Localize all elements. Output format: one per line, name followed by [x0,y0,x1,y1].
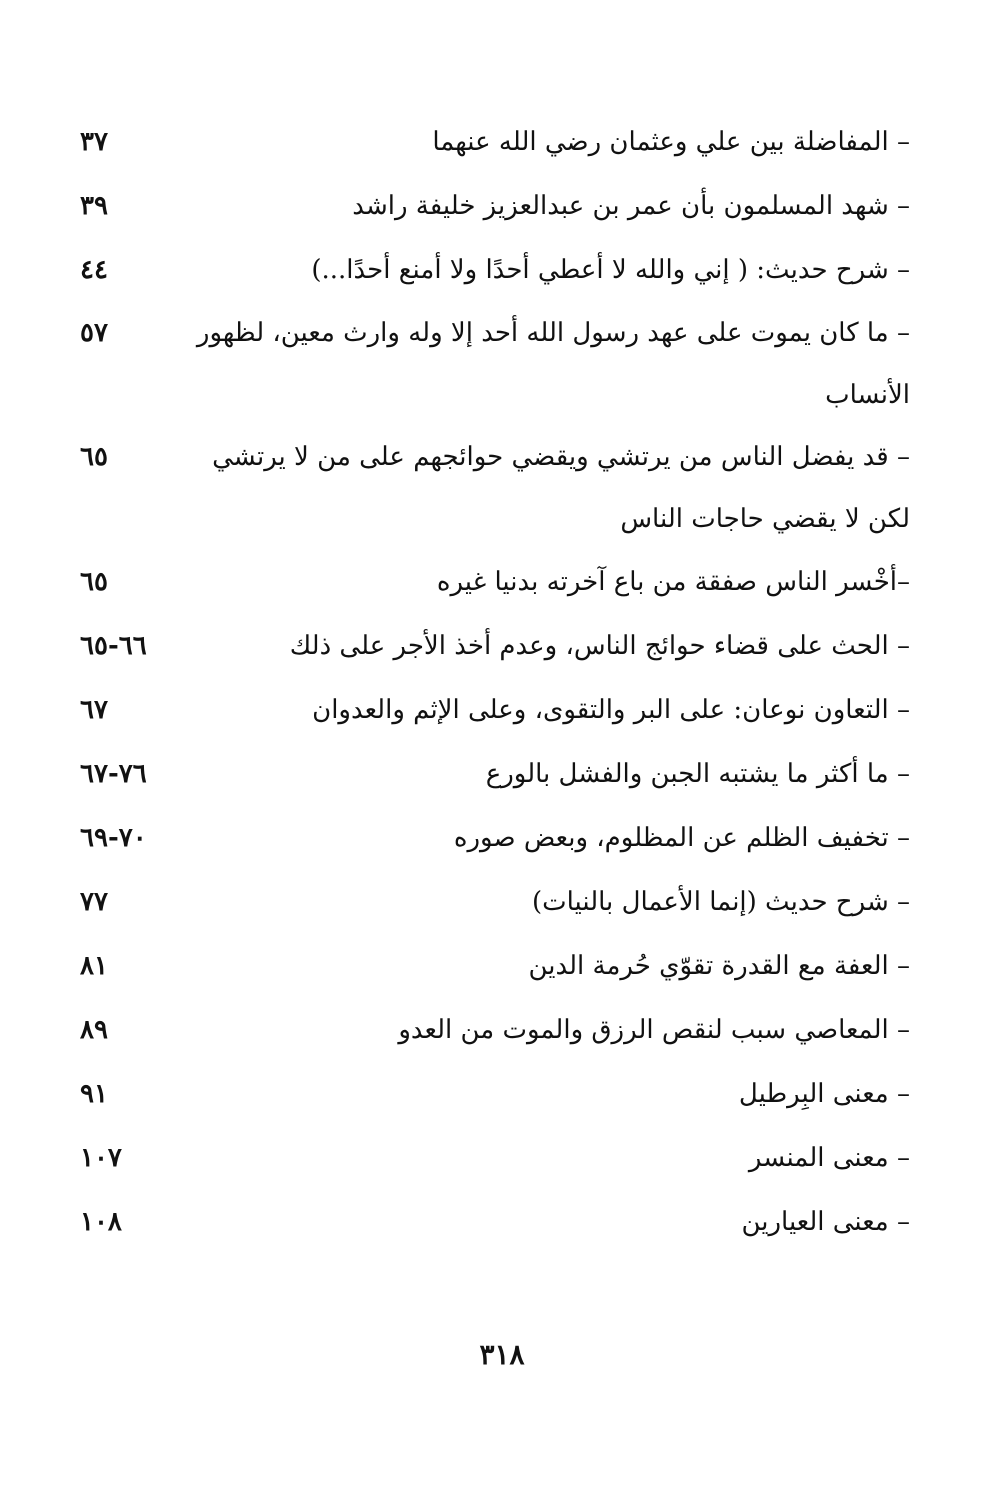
toc-entry-title: – شرح حديث (إنما الأعمال بالنيات) [531,887,910,917]
toc-entry-title: – تخفيف الظلم عن المظلوم، وبعض صوره [453,823,910,853]
toc-entry-page: ٣٩ [80,191,108,221]
toc-entry-title: – الحث على قضاء حوائج الناس، وعدم أخذ الأجر على ذلك [289,631,910,661]
toc-entry-page: ٣٧ [80,127,108,157]
toc-entry-page: ٧٦-٦٧ [80,759,147,789]
toc-entry [80,678,910,742]
toc-entry-page: ٥٧ [80,318,108,348]
toc-entry-title: – معنى البِرطيل [738,1079,910,1109]
toc-entry [80,742,910,806]
toc-entry-title: – المعاصي سبب لنقص الرزق والموت من العدو [398,1015,910,1045]
toc-entry-page: ٨٩ [80,1015,108,1045]
toc-entry-title: – معنى المنسر [748,1143,910,1173]
toc-entry [80,614,910,678]
toc-entry [80,1062,910,1126]
toc-entry-page: ٤٤ [80,255,108,285]
toc-entry-title: – ما كان يموت على عهد رسول الله أحد إلا وله وارث معين، لظهور الأنساب [196,318,910,410]
toc-entry [80,806,910,870]
toc-entry-page: ٦٥ [80,442,108,472]
toc-entry [80,934,910,998]
toc-entry-page: ٧٠-٦٩ [80,823,147,853]
toc-entry [80,238,910,302]
toc-entry-page: ٨١ [80,951,108,981]
toc-entry-title: – التعاون نوعان: على البر والتقوى، وعلى الإثم والعدوان [312,695,910,725]
toc-entry-title: –أخْسر الناس صفقة من باع آخرته بدنيا غيره [436,567,910,597]
toc-entry [80,550,910,614]
toc-entry-page: ٧٧ [80,887,108,917]
toc-entry [80,110,910,174]
toc-entry-title: – المفاضلة بين علي وعثمان رضي الله عنهما [432,127,910,157]
toc-entry [80,998,910,1062]
toc-entry-page: ١٠٧ [80,1143,122,1173]
toc-entry [80,1190,910,1254]
page-number: ٣١٨ [479,1338,525,1371]
toc-entry [80,870,910,934]
toc-entry-page: ١٠٨ [80,1207,122,1237]
toc-entry-title: – معنى العيارين [741,1207,910,1237]
toc-entry-page: ٦٧ [80,695,108,725]
toc-entry-title: – العفة مع القدرة تقوّي حُرمة الدين [528,951,910,981]
toc-entry-page: ٩١ [80,1079,108,1109]
toc-entry [80,174,910,238]
toc-entry-title: – قد يفضل الناس من يرتشي ويقضي حوائجهم على من لا يرتشي لكن لا يقضي حاجات الناس [212,442,910,534]
toc-entry-title: – شهد المسلمون بأن عمر بن عبدالعزيز خليفة راشد [352,191,910,221]
toc-entry [80,1126,910,1190]
toc-entry-title: – ما أكثر ما يشتبه الجبن والفشل بالورع [485,759,910,789]
toc-entry-title: – شرح حديث: ( إني والله لا أعطي أحدًا ولا أمنع أحدًا...) [311,255,910,285]
toc-entry-page: ٦٥ [80,567,108,597]
toc-entry-page: ٦٦-٦٥ [80,631,147,661]
table-of-contents [80,110,910,1254]
toc-entry [80,426,910,550]
toc-entry [80,302,910,426]
